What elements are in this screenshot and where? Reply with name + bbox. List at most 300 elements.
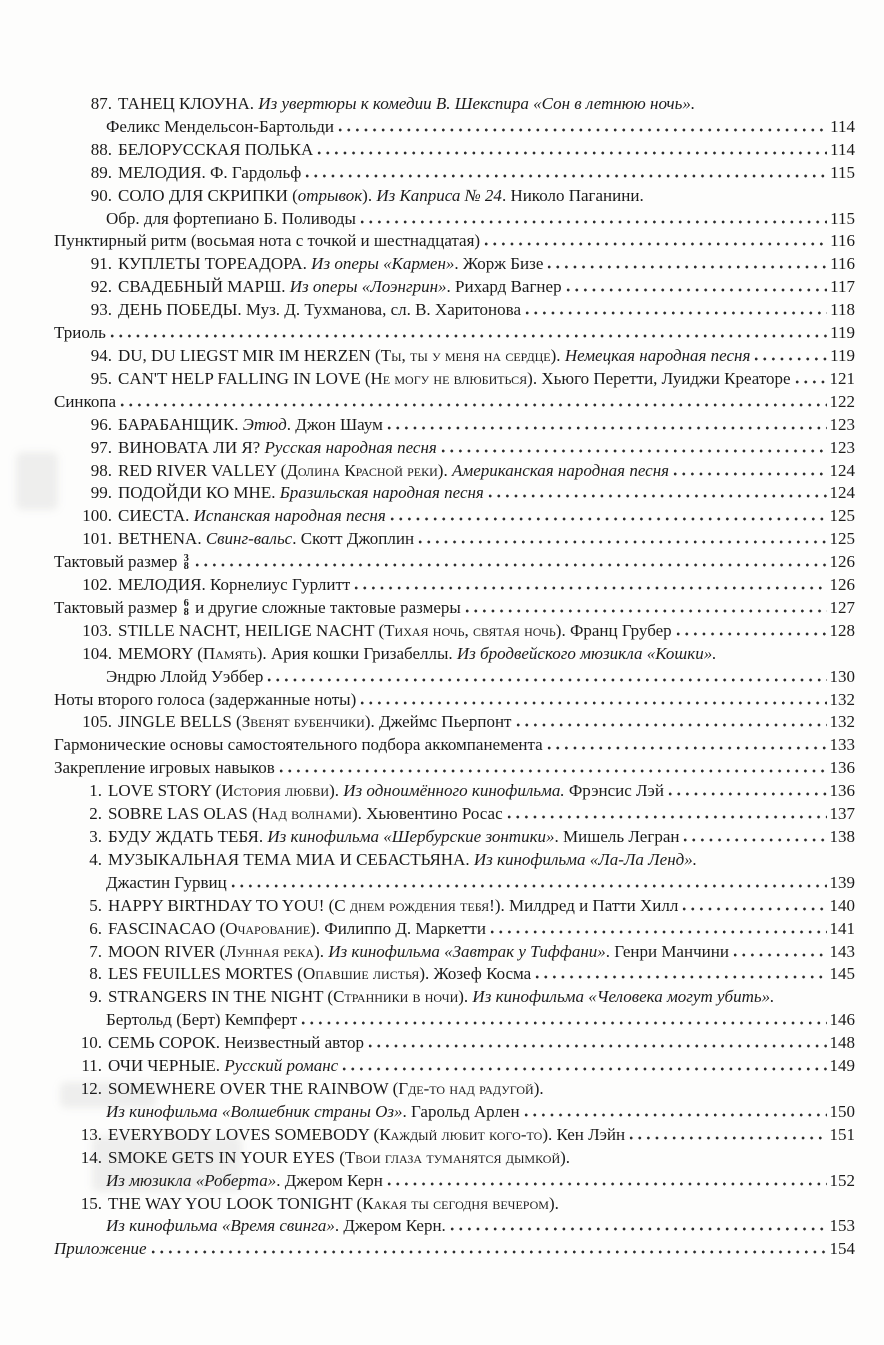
page-number: 124 [829, 460, 855, 480]
text-run: Бертольд (Берт) Кемпферт [106, 1010, 298, 1030]
dot-leader [733, 953, 827, 957]
entry-number: 93. [90, 300, 112, 320]
text-run: Гармонические основы самостоятельного подбора аккомпанемента [54, 735, 543, 755]
toc-row-text [54, 849, 697, 872]
time-signature-fraction: 6 8 [183, 598, 189, 618]
toc-row-text [54, 162, 301, 185]
toc-row-text [54, 276, 562, 299]
entry-number: 102. [82, 575, 112, 595]
toc-row-text [54, 253, 543, 276]
dot-leader [390, 517, 827, 521]
entry-number: 99. [90, 483, 112, 503]
text-run: . Генри Манчини [605, 941, 729, 961]
dot-leader [490, 930, 827, 934]
text-run: КУПЛЕТЫ ТОРЕАДОРА. [118, 254, 312, 274]
page-number: 136 [829, 758, 855, 778]
page-number: 116 [830, 231, 855, 251]
entry-number: 91. [90, 254, 112, 274]
text-run: Синкопа [54, 391, 117, 411]
dot-leader [516, 723, 827, 727]
text-run: ). [314, 941, 329, 961]
page-number: 153 [829, 1216, 855, 1236]
page-number: 154 [829, 1239, 855, 1259]
toc-row-text [54, 185, 644, 208]
toc-row-text [54, 757, 275, 780]
text-run: СОЛО ДЛЯ СКРИПКИ ( [118, 185, 298, 205]
dot-leader [566, 288, 828, 292]
toc-row [54, 322, 855, 345]
toc-row-text [54, 368, 791, 391]
dot-leader [387, 1182, 827, 1186]
dot-leader [754, 357, 827, 361]
text-run: ). Филиппо Д. Маркетти [310, 918, 486, 938]
text-run: Из кинофильма «Ла-Ла Ленд». [473, 849, 697, 869]
page-number: 130 [829, 666, 855, 686]
toc-row-text [54, 574, 350, 597]
dot-leader [305, 174, 827, 178]
toc-row-text [54, 230, 480, 253]
text-run: . Гарольд Арлен [402, 1101, 520, 1121]
toc-row [54, 1124, 855, 1147]
toc-row [54, 689, 855, 712]
text-run: FASCINACAO ( [108, 918, 226, 938]
entry-number: 88. [90, 139, 112, 159]
text-run: Закрепление игровых навыков [54, 758, 275, 778]
text-run: Эндрю Ллойд Уэббер [106, 666, 264, 686]
text-run: ). [548, 1193, 559, 1213]
entry-number: 101. [82, 529, 112, 549]
entry-number: 4. [89, 849, 102, 869]
text-run: ДЕНЬ ПОБЕДЫ. Муз. Д. Тухманова, сл. В. Харитонова [118, 300, 522, 320]
page-number: 125 [829, 529, 855, 549]
text-run: DU, DU LIEGST MIR IM HERZEN ( [118, 345, 381, 365]
dot-leader [535, 975, 826, 979]
page-number: 116 [830, 254, 855, 274]
page-number: 118 [830, 300, 855, 320]
entry-number: 100. [82, 506, 112, 526]
page-number: 114 [830, 139, 855, 159]
text-run: CAN'T HELP FALLING IN LOVE ( [118, 368, 371, 388]
entry-number: 6. [89, 918, 102, 938]
text-run: Долина Красной реки [286, 460, 438, 480]
text-run: Ты, ты у меня на сердце [380, 345, 551, 365]
page-number: 123 [829, 414, 855, 434]
text-run: ). [437, 460, 452, 480]
page-number: 125 [829, 506, 855, 526]
toc-row [54, 620, 855, 643]
toc-row [54, 574, 855, 597]
toc-row-text [106, 116, 334, 139]
dot-leader [524, 1113, 827, 1117]
dot-leader [507, 815, 827, 819]
entry-number: 96. [90, 414, 112, 434]
toc-row [54, 872, 855, 895]
toc-row [54, 437, 855, 460]
text-run: Фрэнсис Лэй [564, 781, 664, 801]
text-run: BETHENA. [118, 529, 206, 549]
text-run: Очарование [225, 918, 311, 938]
toc-row-text [54, 139, 313, 162]
text-run: Пунктирный ритм (восьмая нота с точкой и шестнадцатая) [54, 231, 481, 251]
text-run: . Скотт Джоплин [292, 529, 415, 549]
toc-row-text [54, 963, 531, 986]
entry-number: 89. [90, 162, 112, 182]
toc-row [54, 986, 855, 1009]
toc-row-text [54, 643, 716, 666]
toc-row-text [54, 1147, 570, 1170]
toc-row [54, 505, 855, 528]
toc-row [54, 1170, 855, 1193]
page-number: 141 [829, 918, 855, 938]
dot-leader [525, 311, 827, 315]
dot-leader [195, 563, 827, 567]
text-run: ). Хьювентино Росас [351, 804, 503, 824]
text-run: Немецкая народная песня [564, 345, 751, 365]
text-run: Бразильская народная песня [279, 483, 484, 503]
text-run: Опавшие листья [302, 964, 420, 984]
toc-row [54, 1193, 855, 1216]
toc-row-text [106, 872, 227, 895]
dot-leader [683, 838, 826, 842]
page-number: 115 [830, 162, 855, 182]
dot-leader [368, 1044, 827, 1048]
text-run: RED RIVER VALLEY ( [118, 460, 287, 480]
page-number: 136 [829, 781, 855, 801]
toc-row [54, 803, 855, 826]
text-run: Странники в ночи [333, 987, 459, 1007]
text-run: . Рихард Вагнер [446, 277, 562, 297]
page-number: 146 [829, 1010, 855, 1030]
text-run: СВАДЕБНЫЙ МАРШ. [118, 277, 290, 297]
text-run: ). Жозеф Косма [419, 964, 532, 984]
toc-row-text [54, 1078, 544, 1101]
toc-row-text [54, 505, 386, 528]
entry-number: 9. [89, 987, 102, 1007]
dot-leader [673, 472, 826, 476]
text-run: Американская народная песня [451, 460, 670, 480]
text-run: МУЗЫКАЛЬНАЯ ТЕМА МИА И СЕБАСТЬЯНА. [108, 849, 474, 869]
text-run: ). [550, 345, 565, 365]
text-run: Из кинофильма «Волшебник страны Оз» [106, 1101, 403, 1121]
toc-row-text [54, 1238, 147, 1261]
dot-leader [484, 242, 827, 246]
text-run: ). [533, 1078, 544, 1098]
page-number: 115 [830, 208, 855, 228]
entry-number: 98. [90, 460, 112, 480]
page-number: 149 [829, 1056, 855, 1076]
entry-number: 3. [89, 827, 102, 846]
dot-leader [418, 540, 826, 544]
dot-leader [110, 334, 827, 338]
text-run: Тактовый размер [54, 597, 182, 617]
dot-leader [354, 586, 826, 590]
text-run: Русская народная песня [264, 437, 437, 457]
text-run: MOON RIVER ( [108, 941, 226, 961]
toc-row-text [54, 528, 414, 551]
toc-row [54, 849, 855, 872]
toc-row-text [54, 689, 356, 712]
text-run: История любви [221, 781, 330, 801]
text-run: . Джером Керн [276, 1170, 383, 1190]
text-run: . Мишель Легран [554, 827, 680, 846]
page-number: 138 [829, 827, 855, 846]
dot-leader [301, 1021, 826, 1025]
page-number: 139 [829, 872, 855, 892]
dot-leader [547, 746, 827, 750]
toc-row-text [54, 711, 512, 734]
text-run: STILLE NACHT, HEILIGE NACHT ( [118, 620, 385, 640]
text-run: Из кинофильма «Человека могут убить». [472, 987, 775, 1007]
toc-row [54, 253, 855, 276]
text-run: БЕЛОРУССКАЯ ПОЛЬКА [118, 139, 314, 159]
dot-leader [676, 632, 827, 636]
toc-row-text [54, 941, 729, 964]
text-run: Ноты второго голоса (задержанные ноты) [54, 689, 357, 709]
dot-leader [342, 1067, 826, 1071]
page-number: 132 [829, 712, 855, 732]
text-run: Этюд [242, 414, 287, 434]
page-number: 126 [829, 575, 855, 595]
text-run: ). Кен Лэйн [542, 1124, 626, 1144]
text-run: Испанская народная песня [193, 506, 386, 526]
entry-number: 95. [90, 368, 112, 388]
toc-row [54, 551, 855, 574]
entry-number: 92. [90, 277, 112, 297]
text-run: БАРАБАНЩИК. [118, 414, 243, 434]
entry-number: 10. [80, 1033, 102, 1053]
toc-row [54, 941, 855, 964]
toc-row-text [54, 322, 106, 345]
toc-row [54, 895, 855, 918]
text-run: HAPPY BIRTHDAY TO YOU! ( [108, 895, 335, 915]
toc-row-text [106, 666, 263, 689]
text-run: Из оперы «Лоэнгрин» [289, 277, 447, 297]
text-run: Джастин Гурвиц [106, 872, 227, 892]
toc-row-text [54, 895, 678, 918]
text-run: . Джон Шаум [286, 414, 383, 434]
toc-row [54, 1009, 855, 1032]
text-run: ПОДОЙДИ КО МНЕ. [118, 483, 280, 503]
toc-row [54, 368, 855, 391]
text-run: MEMORY ( [118, 643, 203, 663]
dot-leader [120, 403, 826, 407]
text-run: Не могу не влюбиться [370, 368, 528, 388]
toc-row-text [54, 93, 695, 116]
entry-number: 7. [89, 941, 102, 961]
toc-row-text [54, 299, 521, 322]
text-run: SMOKE GETS IN YOUR EYES ( [108, 1147, 345, 1167]
toc-row-text [54, 826, 679, 849]
toc-row-text [54, 1032, 364, 1055]
toc-row-text [54, 345, 750, 368]
entry-number: 1. [89, 781, 102, 801]
text-run: С днем рождения тебя! [334, 895, 495, 915]
text-run: Лунная река [225, 941, 315, 961]
toc-row-text [106, 1009, 297, 1032]
dot-leader [360, 220, 827, 224]
text-run: Тихая ночь, святая ночь [384, 620, 556, 640]
text-run: STRANGERS IN THE NIGHT ( [108, 987, 334, 1007]
toc-row-text [54, 986, 774, 1009]
text-run: SOBRE LAS OLAS ( [108, 804, 258, 824]
text-run: ). Хьюго Перетти, Луиджи Креаторе [527, 368, 791, 388]
dot-leader [267, 678, 826, 682]
toc-row-text [54, 460, 669, 483]
text-run: Из одноимённого кинофильма. [343, 781, 565, 801]
text-run: ). Джеймс Пьерпонт [364, 712, 512, 732]
toc-row [54, 139, 855, 162]
page-number: 150 [829, 1101, 855, 1121]
entry-number: 11. [81, 1056, 102, 1076]
entry-number: 13. [80, 1124, 102, 1144]
toc-row [54, 757, 855, 780]
dot-leader [317, 151, 827, 155]
text-run: Свинг-вальс [205, 529, 293, 549]
page-number: 127 [829, 597, 855, 617]
entry-number: 87. [90, 94, 112, 113]
text-run: СЕМЬ СОРОК. Неизвестный автор [108, 1033, 364, 1053]
dot-leader [465, 609, 827, 613]
dot-leader [338, 128, 827, 132]
text-run: Из оперы «Кармен» [311, 254, 455, 274]
dot-leader [795, 380, 827, 384]
page-number: 122 [829, 391, 855, 411]
dot-leader [279, 769, 827, 773]
text-run: ). Милдред и Патти Хилл [494, 895, 679, 915]
toc-row [54, 208, 855, 231]
toc-row [54, 1238, 855, 1261]
toc-row-text [54, 414, 383, 437]
text-run: Обр. для фортепиано Б. Поливоды [106, 208, 356, 228]
text-run: МЕЛОДИЯ. Ф. Гардольф [118, 162, 302, 182]
page-number: 114 [830, 116, 855, 136]
text-run: Звенят бубенчики [241, 712, 365, 732]
page-number: 117 [830, 277, 855, 297]
toc-row [54, 666, 855, 689]
text-run: . Николо Паганини. [501, 185, 644, 205]
dot-leader [682, 907, 826, 911]
page-number: 123 [829, 437, 855, 457]
toc-row-text [54, 597, 461, 620]
dot-leader [450, 1227, 827, 1231]
toc-row [54, 116, 855, 139]
text-run: Твои глаза туманятся дымкой [344, 1147, 561, 1167]
text-run: Из увертюры к комедии В. Шекспира «Сон в летнюю ночь». [258, 94, 696, 113]
toc-row [54, 414, 855, 437]
toc-row-text [54, 551, 191, 574]
page-number: 148 [829, 1033, 855, 1053]
toc-row-text [54, 780, 664, 803]
toc-row-text [54, 620, 672, 643]
toc-row-text [106, 1101, 520, 1124]
toc-row [54, 185, 855, 208]
toc-row [54, 963, 855, 986]
text-run: THE WAY YOU LOOK TONIGHT ( [108, 1193, 363, 1213]
toc-row [54, 826, 855, 849]
text-run: ). Ария кошки Гризабеллы. [256, 643, 457, 663]
entry-number: 8. [89, 964, 102, 984]
entry-number: 14. [80, 1147, 102, 1167]
page-number: 152 [829, 1170, 855, 1190]
toc-row [54, 734, 855, 757]
entry-number: 103. [82, 620, 112, 640]
toc-row [54, 1055, 855, 1078]
text-run: ОЧИ ЧЕРНЫЕ. [108, 1056, 225, 1076]
text-run: Из Каприса № 24 [376, 185, 502, 205]
page-number: 137 [829, 804, 855, 824]
dot-leader [629, 1136, 826, 1140]
toc-row-text [106, 1170, 383, 1193]
text-run: Из кинофильма «Шербурские зонтики» [267, 827, 555, 846]
text-run: ). [362, 185, 377, 205]
text-run: и другие сложные тактовые размеры [190, 597, 461, 617]
toc-row-text [106, 208, 356, 231]
toc-row [54, 230, 855, 253]
text-run: ). [458, 987, 473, 1007]
entry-number: 5. [89, 895, 102, 915]
toc-row [54, 1147, 855, 1170]
entry-number: 94. [90, 345, 112, 365]
page-number: 124 [829, 483, 855, 503]
page-number: 145 [829, 964, 855, 984]
page-number: 132 [829, 689, 855, 709]
text-run: Над волнами [257, 804, 352, 824]
dot-leader [387, 426, 827, 430]
dot-leader [151, 1250, 827, 1254]
toc-row [54, 482, 855, 505]
page-number: 140 [829, 895, 855, 915]
toc-row-text [54, 734, 543, 757]
toc-row [54, 276, 855, 299]
text-run: Феликс Мендельсон-Бартольди [106, 116, 335, 136]
entry-number: 104. [82, 643, 112, 663]
toc-row [54, 597, 855, 620]
entry-number: 15. [80, 1193, 102, 1213]
dot-leader [231, 884, 827, 888]
text-run: LOVE STORY ( [108, 781, 222, 801]
dot-leader [547, 265, 827, 269]
text-run: ). [329, 781, 344, 801]
toc-row-text [54, 391, 116, 414]
toc-row-text [54, 1124, 625, 1147]
toc-row-text [54, 437, 437, 460]
toc-row-text [106, 1215, 446, 1238]
toc-row-text [54, 1193, 559, 1216]
toc-row-text [54, 803, 503, 826]
toc-row [54, 1215, 855, 1238]
dot-leader [488, 494, 827, 498]
entry-number: 90. [90, 185, 112, 205]
toc-row [54, 528, 855, 551]
toc-row [54, 162, 855, 185]
page-number: 121 [829, 368, 855, 388]
toc-row [54, 780, 855, 803]
entry-number: 97. [90, 437, 112, 457]
toc-row [54, 1101, 855, 1124]
text-run: Из бродвейского мюзикла «Кошки». [456, 643, 717, 663]
entry-number: 105. [82, 712, 112, 732]
dot-leader [668, 792, 827, 796]
page-number: 151 [829, 1124, 855, 1144]
text-run: Где-то над радугой [398, 1078, 534, 1098]
toc-row-text [54, 918, 486, 941]
text-run: Приложение [54, 1239, 147, 1259]
toc-row [54, 918, 855, 941]
text-run: . Джером Керн. [334, 1216, 446, 1236]
text-run: Триоль [54, 323, 106, 343]
toc-row [54, 643, 855, 666]
toc-row [54, 460, 855, 483]
